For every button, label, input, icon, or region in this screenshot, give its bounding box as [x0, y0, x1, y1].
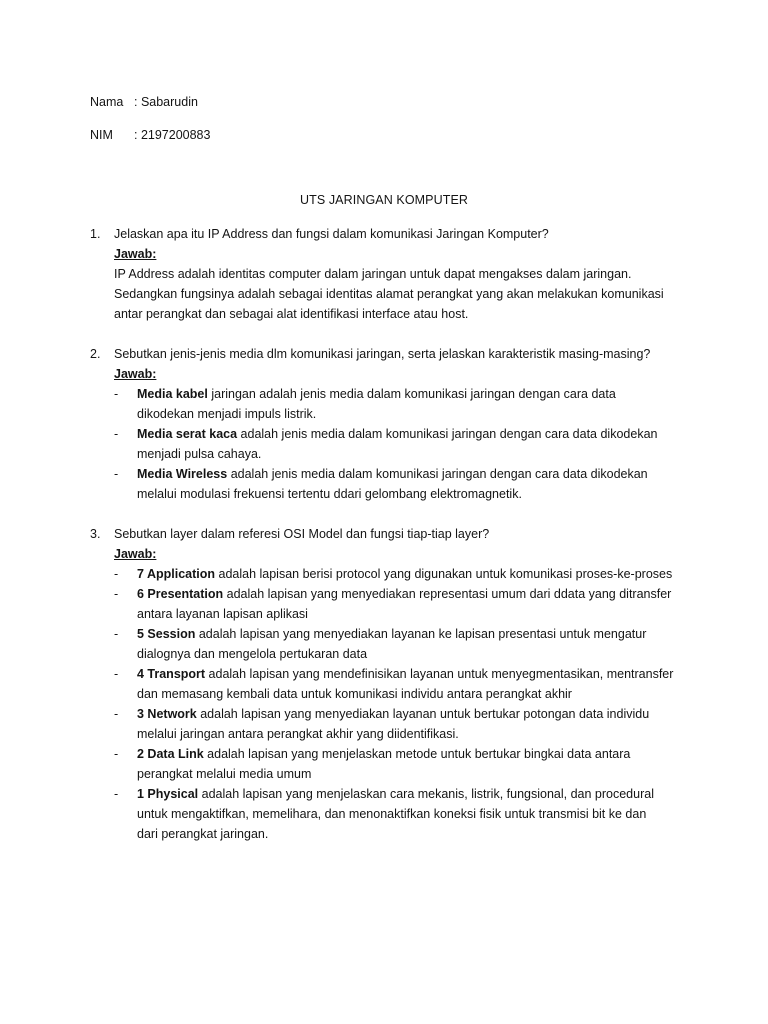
item-text: adalah lapisan yang menjelaskan cara mekanis, listrik, fungsional, dan procedural [198, 787, 654, 801]
list-item-line: melalui jaringan antara perangkat akhir yang diidentifikasi. [137, 727, 459, 741]
list-item-line: antara layanan lapisan aplikasi [137, 607, 308, 621]
list-item [90, 424, 690, 464]
bullet-dash: - [114, 427, 119, 441]
question-2-text-row [90, 344, 690, 364]
item-term: 7 Application [137, 567, 216, 581]
item-term: 6 Presentation [137, 587, 224, 601]
bullet-dash: - [114, 387, 119, 401]
list-item [90, 584, 690, 624]
question-2 [90, 344, 690, 504]
list-item [90, 784, 690, 844]
list-item-line: melalui modulasi frekuensi tertentu ddari gelombang elektromagnetik. [137, 487, 522, 501]
bullet-dash: - [114, 707, 119, 721]
list-item-line [137, 664, 690, 684]
bullet-dash: - [114, 747, 119, 761]
name-value: : Sabarudin [134, 95, 198, 109]
question-text: Sebutkan jenis-jenis media dlm komunikasi jaringan, serta jelaskan karakteristik masing-masing? [114, 347, 651, 361]
list-item-line [137, 704, 690, 724]
question-text: Sebutkan layer dalam referesi OSI Model dan fungsi tiap-tiap layer? [114, 527, 490, 541]
list-item-line [137, 744, 690, 764]
document-title: UTS JARINGAN KOMPUTER [299, 193, 469, 207]
name-label: Nama [90, 95, 124, 109]
list-item-line [137, 624, 690, 644]
list-item [90, 624, 690, 664]
bullet-dash: - [114, 627, 119, 641]
bullet-dash: - [114, 567, 119, 581]
item-text: adalah lapisan yang menyediakan layanan untuk bertukar potongan data individu [196, 707, 650, 721]
bullet-dash: - [114, 667, 119, 681]
question-3-text-row [90, 524, 690, 544]
question-1-text-row [90, 224, 690, 244]
list-item-line: dan memasang kembali data untuk komunikasi individu antara perangkat akhir [137, 687, 572, 701]
list-item-line [137, 564, 690, 584]
question-number: 3. [90, 527, 101, 541]
list-item [90, 704, 690, 744]
list-item [90, 384, 690, 424]
item-text: adalah jenis media dalam komunikasi jaringan dengan cara data dikodekan [237, 427, 658, 441]
answer-line: IP Address adalah identitas computer dalam jaringan untuk dapat mengakses dalam jaringan. [114, 267, 632, 281]
list-item-line [137, 584, 690, 604]
name-row [90, 93, 198, 111]
item-text: adalah lapisan yang menjelaskan metode untuk bertukar bingkai data antara [203, 747, 631, 761]
list-item [90, 664, 690, 704]
bullet-dash: - [114, 587, 119, 601]
list-item-line [137, 464, 690, 484]
question-number: 2. [90, 347, 101, 361]
item-text: adalah lapisan yang mendefinisikan layanan untuk menyegmentasikan, mentransfer [205, 667, 674, 681]
question-number: 1. [90, 227, 101, 241]
list-item-line: dikodekan menjadi impuls listrik. [137, 407, 317, 421]
item-term: Media Wireless [137, 467, 228, 481]
nim-label: NIM [90, 128, 113, 142]
answer-label: Jawab: [114, 247, 157, 261]
item-text: adalah lapisan yang menyediakan layanan ke lapisan presentasi untuk mengatur [195, 627, 647, 641]
list-item-line: menjadi pulsa cahaya. [137, 447, 262, 461]
list-item-line [137, 384, 690, 404]
answer-label: Jawab: [114, 547, 157, 561]
item-term: 2 Data Link [137, 747, 204, 761]
answer-line: Sedangkan fungsinya adalah sebagai identitas alamat perangkat yang akan melakukan komunikasi [114, 287, 664, 301]
nim-value: : 2197200883 [134, 128, 211, 142]
list-item-line [137, 424, 690, 444]
item-text: jaringan adalah jenis media dalam komunikasi jaringan dengan cara data [207, 387, 616, 401]
list-item-line: dialognya dan mengelola pertukaran data [137, 647, 368, 661]
item-term: 1 Physical [137, 787, 199, 801]
item-text: adalah jenis media dalam komunikasi jaringan dengan cara data dikodekan [227, 467, 648, 481]
bullet-dash: - [114, 787, 119, 801]
bullet-dash: - [114, 467, 119, 481]
list-item-line: dari perangkat jaringan. [137, 827, 269, 841]
question-3 [90, 524, 690, 844]
item-term: Media serat kaca [137, 427, 238, 441]
answer-label: Jawab: [114, 367, 157, 381]
nim-row [90, 126, 210, 144]
question-1 [90, 224, 690, 324]
answer-line: antar perangkat dan sebagai alat identifikasi interface atau host. [114, 307, 469, 321]
list-item-line: perangkat melalui media umum [137, 767, 312, 781]
item-term: Media kabel [137, 387, 208, 401]
list-item [90, 464, 690, 504]
item-term: 4 Transport [137, 667, 206, 681]
list-item-line [137, 784, 690, 804]
list-item-line: untuk mengaktifkan, memelihara, dan menonaktifkan koneksi fisik untuk transmisi bit ke dan [137, 807, 647, 821]
item-term: 3 Network [137, 707, 197, 721]
item-text: adalah lapisan berisi protocol yang digunakan untuk komunikasi proses-ke-proses [215, 567, 673, 581]
list-item [90, 564, 690, 584]
question-text: Jelaskan apa itu IP Address dan fungsi dalam komunikasi Jaringan Komputer? [114, 227, 549, 241]
item-term: 5 Session [137, 627, 196, 641]
item-text: adalah lapisan yang menyediakan representasi umum dari ddata yang ditransfer [223, 587, 672, 601]
list-item [90, 744, 690, 784]
